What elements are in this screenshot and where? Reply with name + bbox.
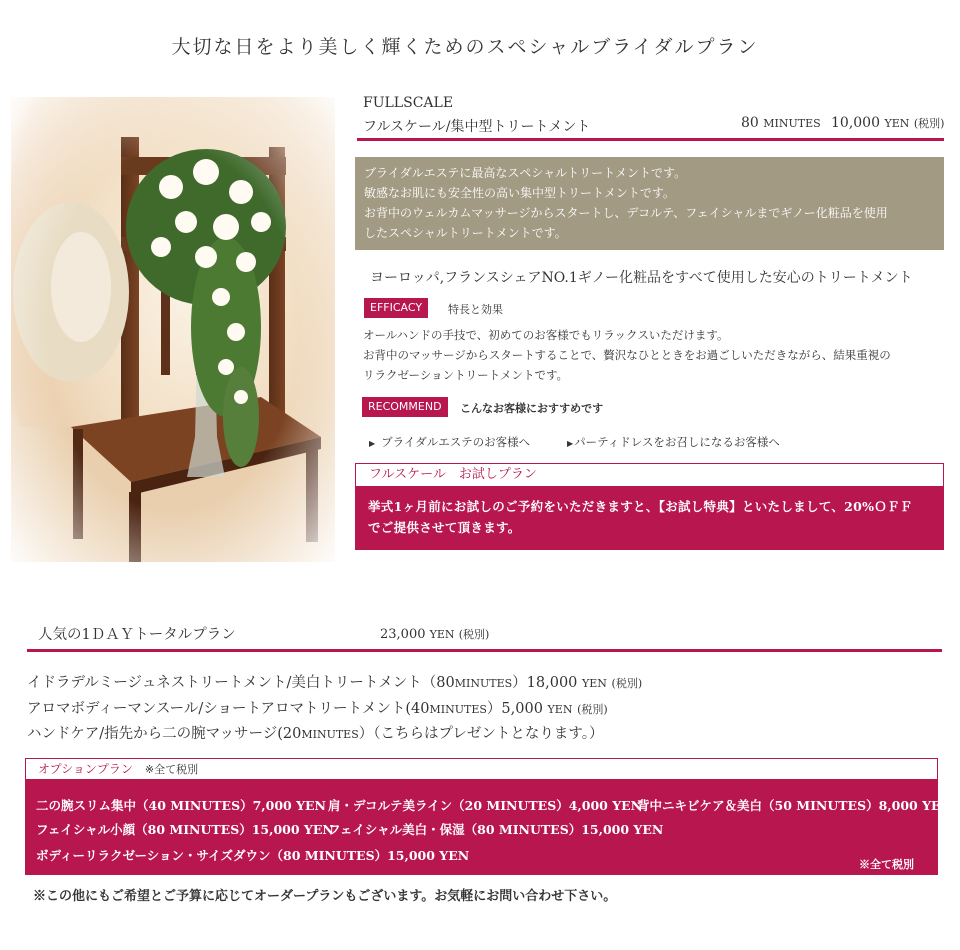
trial-plan-body bbox=[355, 487, 944, 550]
triangle-right-icon: ▶ bbox=[567, 439, 574, 448]
fullscale-duration bbox=[741, 115, 821, 131]
item-note: ）（こちらはプレゼントとなります。） bbox=[358, 726, 604, 742]
fullscale-price bbox=[831, 115, 944, 131]
fullscale-description bbox=[355, 157, 944, 250]
item-unit: MINUTES bbox=[429, 703, 487, 716]
item-text: イドラデルミージュネストリートメント/美白トリートメント（80 bbox=[27, 675, 455, 691]
item-price: ）5,000 bbox=[486, 701, 548, 717]
item-yen: YEN bbox=[547, 703, 573, 716]
option-item: 背中ニキビケア＆美白（50 MINUTES）8,000 YEN bbox=[637, 798, 952, 813]
duration-value: 80 bbox=[741, 115, 759, 131]
item-tax: (税別) bbox=[577, 703, 608, 716]
trial-line: 挙式1ヶ月前にお試しのご予約をいただきますと、【お試し特典】といたしまして、20%ＯＦＦ bbox=[368, 499, 913, 514]
efficacy-caption: 特長と効果 bbox=[448, 303, 503, 316]
item-unit: MINUTES bbox=[454, 677, 513, 690]
day-plan-title: 人気の1ＤＡＹトータルプラン bbox=[38, 627, 236, 643]
fullscale-title-en: FULLSCALE bbox=[363, 95, 454, 111]
efficacy-text bbox=[363, 325, 891, 385]
efficacy-line: リラクゼーショントリートメントです。 bbox=[363, 368, 569, 382]
fullscale-divider bbox=[357, 138, 944, 141]
price-unit: YEN bbox=[884, 117, 910, 130]
day-price-tax: (税別) bbox=[458, 628, 490, 641]
day-plan-divider bbox=[27, 649, 942, 652]
footer-note: ※この他にもご希望とご予算に応じてオーダープランもございます。お気軽にお問い合わせ下さい。 bbox=[33, 889, 617, 904]
trial-line: でご提供させて頂きます。 bbox=[368, 520, 521, 535]
option-item: ボディーリラクゼーション・サイズダウン（80 MINUTES）15,000 YEN bbox=[36, 848, 470, 863]
europe-line: ヨーロッパ,フランスシェアNO.1ギノー化粧品をすべて使用した安心のトリートメント bbox=[370, 270, 913, 286]
option-bottom-note: ※全て税別 bbox=[859, 858, 914, 871]
day-plan-item bbox=[27, 671, 642, 692]
efficacy-line: オールハンドの手技で、初めてのお客様でもリラックスいただけます。 bbox=[363, 328, 729, 342]
option-item: 肩・デコルテ美ライン（20 MINUTES）4,000 YEN bbox=[328, 798, 643, 813]
day-price-value: 23,000 bbox=[380, 627, 426, 642]
day-price-unit: YEN bbox=[429, 628, 455, 641]
description-line: お背中のウェルカムマッサージからスタートし、デコルテ、フェイシャルまでギノー化粧品を使用 bbox=[364, 206, 888, 220]
option-item: フェイシャル美白・保湿（80 MINUTES）15,000 YEN bbox=[328, 822, 664, 837]
recommend-item-bridal bbox=[369, 434, 530, 450]
day-plan-price bbox=[380, 626, 489, 642]
recommend-item-label: パーティドレスをお召しになるお客様へ bbox=[574, 435, 780, 449]
item-text: ハンドケア/指先から二の腕マッサージ(20 bbox=[27, 726, 302, 742]
option-title: オプションプラン bbox=[38, 762, 133, 776]
option-item: 二の腕スリム集中（40 MINUTES）7,000 YEN bbox=[36, 798, 326, 813]
day-plan-item bbox=[27, 722, 604, 743]
trial-plan-heading: フルスケール お試しプラン bbox=[355, 463, 944, 487]
day-plan-item bbox=[27, 697, 608, 718]
recommend-tag: RECOMMEND bbox=[362, 397, 448, 417]
option-plan-body bbox=[25, 780, 952, 875]
efficacy-line: お背中のマッサージからスタートすることで、贅沢なひとときをお過ごしいただきながら、結果重視の bbox=[363, 348, 891, 362]
fullscale-title-jp: フルスケール/集中型トリートメント bbox=[363, 119, 591, 135]
description-line: 敏感なお肌にも安全性の高い集中型トリートメントです。 bbox=[364, 186, 675, 200]
option-plan-heading bbox=[25, 758, 938, 780]
description-line: したスペシャルトリートメントです。 bbox=[364, 226, 567, 240]
efficacy-tag: EFFICACY bbox=[364, 298, 428, 318]
duration-unit: MINUTES bbox=[763, 117, 821, 130]
page-title: 大切な日をより美しく輝くためのスペシャルブライダルプラン bbox=[171, 36, 759, 58]
item-text: アロマボディーマンスール/ショートアロマトリートメント(40 bbox=[27, 701, 430, 717]
item-yen: YEN bbox=[582, 677, 607, 690]
item-unit: MINUTES bbox=[301, 728, 359, 741]
recommend-item-label: ブライダルエステのお客様へ bbox=[381, 435, 531, 449]
recommend-caption: こんなお客様におすすめです bbox=[460, 402, 604, 415]
option-item: フェイシャル小顔（80 MINUTES）15,000 YEN bbox=[36, 822, 334, 837]
option-tax-note: ※全て税別 bbox=[144, 763, 199, 776]
triangle-right-icon: ▶ bbox=[369, 439, 376, 448]
recommend-item-party bbox=[567, 434, 780, 450]
bridal-bouquet-photo bbox=[11, 97, 335, 562]
item-price: ）18,000 bbox=[512, 675, 583, 691]
price-tax: (税別) bbox=[913, 117, 945, 130]
description-line: ブライダルエステに最高なスペシャルトリートメントです。 bbox=[364, 166, 687, 180]
item-tax: (税別) bbox=[611, 677, 643, 690]
price-value: 10,000 bbox=[831, 115, 880, 131]
